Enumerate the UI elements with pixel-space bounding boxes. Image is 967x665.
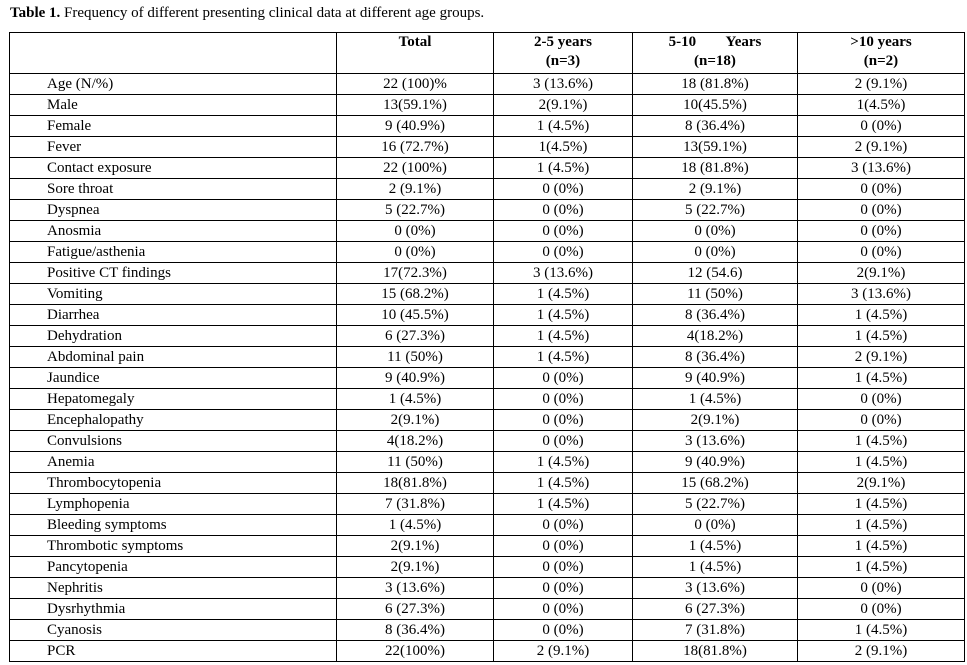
value-cell: 2 (9.1%) <box>798 641 965 662</box>
value-cell: 11 (50%) <box>337 347 494 368</box>
table-row <box>10 326 965 347</box>
table-row <box>10 515 965 536</box>
value-cell: 16 (72.7%) <box>337 137 494 158</box>
row-label-cell: Bleeding symptoms <box>10 515 337 536</box>
value-cell: 3 (13.6%) <box>633 431 798 452</box>
value-cell: 1 (4.5%) <box>798 515 965 536</box>
header-line: (n=18) <box>694 53 736 69</box>
table-row <box>10 305 965 326</box>
row-label-cell: Abdominal pain <box>10 347 337 368</box>
value-cell: 22(100%) <box>337 641 494 662</box>
header-line: >10 years <box>850 34 912 50</box>
header-cell-5-10-years <box>633 33 798 74</box>
header-cell-total <box>337 33 494 74</box>
row-label-cell: Diarrhea <box>10 305 337 326</box>
table-row <box>10 179 965 200</box>
row-label-cell: Vomiting <box>10 284 337 305</box>
value-cell: 0 (0%) <box>494 368 633 389</box>
value-cell: 4(18.2%) <box>337 431 494 452</box>
value-cell: 4(18.2%) <box>633 326 798 347</box>
value-cell: 13(59.1%) <box>633 137 798 158</box>
value-cell: 17(72.3%) <box>337 263 494 284</box>
value-cell: 22 (100%) <box>337 158 494 179</box>
value-cell: 1 (4.5%) <box>798 494 965 515</box>
table-row <box>10 200 965 221</box>
value-cell: 2(9.1%) <box>798 263 965 284</box>
value-cell: 1 (4.5%) <box>798 431 965 452</box>
value-cell: 11 (50%) <box>337 452 494 473</box>
value-cell: 3 (13.6%) <box>337 578 494 599</box>
value-cell: 2(9.1%) <box>337 536 494 557</box>
table-row <box>10 599 965 620</box>
value-cell: 0 (0%) <box>494 599 633 620</box>
row-label-cell: Fever <box>10 137 337 158</box>
table-row <box>10 158 965 179</box>
value-cell: 0 (0%) <box>494 200 633 221</box>
value-cell: 6 (27.3%) <box>337 599 494 620</box>
table-row <box>10 452 965 473</box>
value-cell: 18 (81.8%) <box>633 158 798 179</box>
row-label-cell: Dysrhythmia <box>10 599 337 620</box>
table-caption <box>10 4 484 22</box>
row-label-cell: Fatigue/asthenia <box>10 242 337 263</box>
value-cell: 0 (0%) <box>798 116 965 137</box>
value-cell: 6 (27.3%) <box>337 326 494 347</box>
value-cell: 8 (36.4%) <box>633 305 798 326</box>
value-cell: 1 (4.5%) <box>494 473 633 494</box>
value-cell: 2 (9.1%) <box>798 137 965 158</box>
row-label-cell: Sore throat <box>10 179 337 200</box>
row-label-cell: Age (N/%) <box>10 74 337 95</box>
value-cell: 2 (9.1%) <box>798 347 965 368</box>
value-cell: 1 (4.5%) <box>633 536 798 557</box>
value-cell: 7 (31.8%) <box>337 494 494 515</box>
value-cell: 5 (22.7%) <box>337 200 494 221</box>
row-label-cell: Jaundice <box>10 368 337 389</box>
row-label-cell: Dehydration <box>10 326 337 347</box>
value-cell: 11 (50%) <box>633 284 798 305</box>
value-cell: 1(4.5%) <box>798 95 965 116</box>
value-cell: 2 (9.1%) <box>633 179 798 200</box>
table-caption-label: Table 1. <box>10 5 61 21</box>
value-cell: 0 (0%) <box>633 221 798 242</box>
value-cell: 1 (4.5%) <box>494 494 633 515</box>
header-cell-2-5-years <box>494 33 633 74</box>
value-cell: 10 (45.5%) <box>337 305 494 326</box>
table-row <box>10 473 965 494</box>
header-line: Total <box>398 34 432 50</box>
value-cell: 0 (0%) <box>494 578 633 599</box>
row-label-cell: Thrombotic symptoms <box>10 536 337 557</box>
header-line: 2-5 years <box>534 34 592 50</box>
value-cell: 1 (4.5%) <box>494 305 633 326</box>
table-row <box>10 557 965 578</box>
table-row <box>10 221 965 242</box>
value-cell: 1 (4.5%) <box>494 284 633 305</box>
table-row <box>10 263 965 284</box>
value-cell: 9 (40.9%) <box>337 368 494 389</box>
header-line: 5-10 Years <box>668 34 762 50</box>
row-label-cell: Contact exposure <box>10 158 337 179</box>
value-cell: 0 (0%) <box>494 620 633 641</box>
value-cell: 1 (4.5%) <box>798 536 965 557</box>
value-cell: 0 (0%) <box>633 515 798 536</box>
header-cell-over-10-years <box>798 33 965 74</box>
value-cell: 0 (0%) <box>798 578 965 599</box>
value-cell: 9 (40.9%) <box>337 116 494 137</box>
table-header-row <box>10 33 965 74</box>
value-cell: 0 (0%) <box>798 179 965 200</box>
value-cell: 1 (4.5%) <box>633 557 798 578</box>
table-row <box>10 578 965 599</box>
value-cell: 0 (0%) <box>494 410 633 431</box>
table-row <box>10 431 965 452</box>
row-label-cell: Cyanosis <box>10 620 337 641</box>
table-row <box>10 74 965 95</box>
table-row <box>10 368 965 389</box>
value-cell: 18 (81.8%) <box>633 74 798 95</box>
value-cell: 15 (68.2%) <box>337 284 494 305</box>
value-cell: 0 (0%) <box>337 242 494 263</box>
value-cell: 3 (13.6%) <box>798 284 965 305</box>
row-label-cell: Encephalopathy <box>10 410 337 431</box>
value-cell: 3 (13.6%) <box>633 578 798 599</box>
value-cell: 9 (40.9%) <box>633 368 798 389</box>
table-row <box>10 95 965 116</box>
value-cell: 8 (36.4%) <box>633 116 798 137</box>
value-cell: 2 (9.1%) <box>798 74 965 95</box>
value-cell: 0 (0%) <box>798 221 965 242</box>
value-cell: 13(59.1%) <box>337 95 494 116</box>
value-cell: 1 (4.5%) <box>798 326 965 347</box>
row-label-cell: Female <box>10 116 337 137</box>
value-cell: 10(45.5%) <box>633 95 798 116</box>
row-label-cell: Positive CT findings <box>10 263 337 284</box>
value-cell: 2(9.1%) <box>337 557 494 578</box>
row-label-cell: Pancytopenia <box>10 557 337 578</box>
value-cell: 0 (0%) <box>798 389 965 410</box>
header-line: (n=3) <box>545 53 581 69</box>
value-cell: 0 (0%) <box>798 200 965 221</box>
value-cell: 18(81.8%) <box>337 473 494 494</box>
value-cell: 2(9.1%) <box>798 473 965 494</box>
value-cell: 1 (4.5%) <box>337 515 494 536</box>
header-line: (n=2) <box>863 53 899 69</box>
table-row <box>10 137 965 158</box>
value-cell: 1 (4.5%) <box>798 557 965 578</box>
table-row <box>10 620 965 641</box>
value-cell: 2 (9.1%) <box>494 641 633 662</box>
row-label-cell: Nephritis <box>10 578 337 599</box>
table-row <box>10 116 965 137</box>
value-cell: 9 (40.9%) <box>633 452 798 473</box>
value-cell: 1 (4.5%) <box>494 347 633 368</box>
value-cell: 0 (0%) <box>337 221 494 242</box>
value-cell: 1 (4.5%) <box>337 389 494 410</box>
value-cell: 1(4.5%) <box>494 137 633 158</box>
table-row <box>10 536 965 557</box>
value-cell: 0 (0%) <box>798 599 965 620</box>
value-cell: 1 (4.5%) <box>494 326 633 347</box>
row-label-cell: Lymphopenia <box>10 494 337 515</box>
value-cell: 1 (4.5%) <box>494 452 633 473</box>
value-cell: 0 (0%) <box>494 431 633 452</box>
header-cell-label <box>10 33 337 74</box>
value-cell: 2 (9.1%) <box>337 179 494 200</box>
table-row <box>10 494 965 515</box>
value-cell: 1 (4.5%) <box>798 452 965 473</box>
value-cell: 3 (13.6%) <box>494 263 633 284</box>
value-cell: 18(81.8%) <box>633 641 798 662</box>
value-cell: 0 (0%) <box>494 389 633 410</box>
table-row <box>10 410 965 431</box>
row-label-cell: Thrombocytopenia <box>10 473 337 494</box>
value-cell: 1 (4.5%) <box>798 305 965 326</box>
row-label-cell: Hepatomegaly <box>10 389 337 410</box>
value-cell: 0 (0%) <box>798 242 965 263</box>
row-label-cell: Dyspnea <box>10 200 337 221</box>
value-cell: 6 (27.3%) <box>633 599 798 620</box>
value-cell: 3 (13.6%) <box>494 74 633 95</box>
value-cell: 8 (36.4%) <box>337 620 494 641</box>
table-body <box>10 74 965 662</box>
table-row <box>10 347 965 368</box>
value-cell: 0 (0%) <box>494 221 633 242</box>
value-cell: 12 (54.6) <box>633 263 798 284</box>
table-row <box>10 242 965 263</box>
value-cell: 0 (0%) <box>798 410 965 431</box>
value-cell: 3 (13.6%) <box>798 158 965 179</box>
row-label-cell: Anosmia <box>10 221 337 242</box>
value-cell: 5 (22.7%) <box>633 494 798 515</box>
table-caption-text: Frequency of different presenting clinical data at different age groups. <box>60 5 485 21</box>
value-cell: 0 (0%) <box>633 242 798 263</box>
row-label-cell: Anemia <box>10 452 337 473</box>
table-row <box>10 389 965 410</box>
value-cell: 22 (100)% <box>337 74 494 95</box>
value-cell: 8 (36.4%) <box>633 347 798 368</box>
value-cell: 2(9.1%) <box>494 95 633 116</box>
value-cell: 1 (4.5%) <box>633 389 798 410</box>
value-cell: 15 (68.2%) <box>633 473 798 494</box>
clinical-data-table <box>9 32 965 662</box>
value-cell: 0 (0%) <box>494 242 633 263</box>
value-cell: 0 (0%) <box>494 557 633 578</box>
row-label-cell: PCR <box>10 641 337 662</box>
value-cell: 1 (4.5%) <box>798 368 965 389</box>
value-cell: 5 (22.7%) <box>633 200 798 221</box>
row-label-cell: Male <box>10 95 337 116</box>
row-label-cell: Convulsions <box>10 431 337 452</box>
value-cell: 7 (31.8%) <box>633 620 798 641</box>
value-cell: 2(9.1%) <box>337 410 494 431</box>
table-row <box>10 284 965 305</box>
value-cell: 0 (0%) <box>494 536 633 557</box>
value-cell: 0 (0%) <box>494 515 633 536</box>
value-cell: 1 (4.5%) <box>494 158 633 179</box>
value-cell: 0 (0%) <box>494 179 633 200</box>
value-cell: 1 (4.5%) <box>798 620 965 641</box>
table-row <box>10 641 965 662</box>
value-cell: 1 (4.5%) <box>494 116 633 137</box>
value-cell: 2(9.1%) <box>633 410 798 431</box>
